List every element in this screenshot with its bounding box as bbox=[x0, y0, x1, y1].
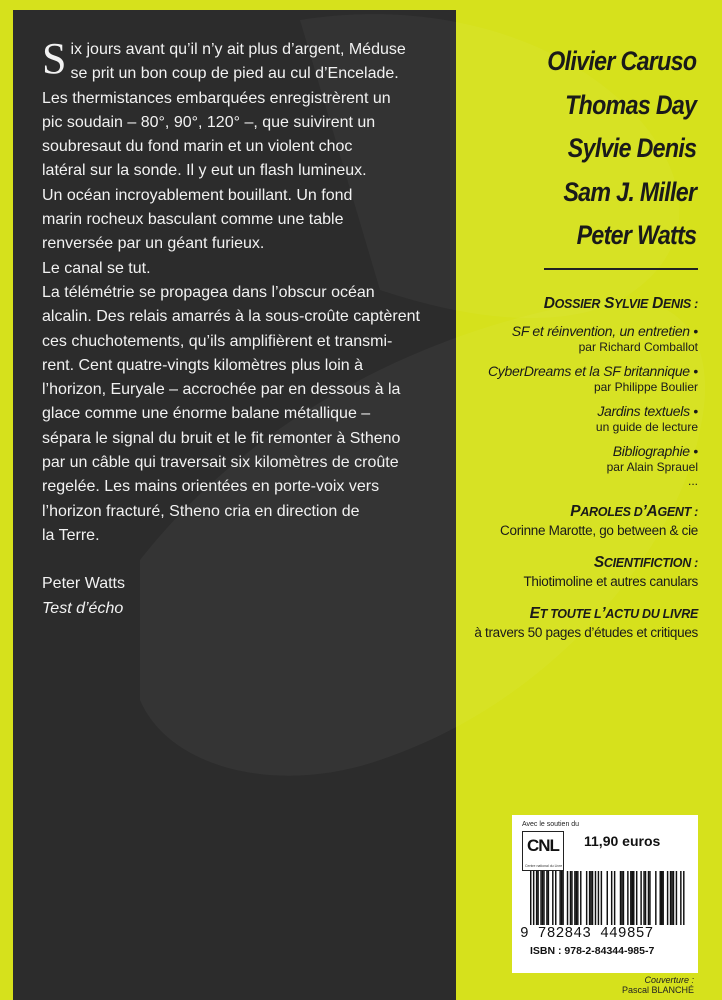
barcode-bar bbox=[676, 871, 677, 925]
barcode-bar bbox=[661, 871, 662, 925]
dossier-item-sub: par Richard Comballot bbox=[578, 340, 698, 354]
barcode-bar bbox=[655, 871, 656, 925]
excerpt-line: soubresaut du fond marin et un violent choc bbox=[42, 138, 353, 156]
barcode-bar bbox=[627, 871, 628, 925]
barcode-bar bbox=[670, 871, 671, 925]
author-name: Sylvie Denis bbox=[567, 133, 696, 163]
divider bbox=[544, 268, 698, 270]
ellipsis: ... bbox=[687, 474, 698, 488]
author-name: Olivier Caruso bbox=[546, 46, 696, 76]
actu-text: à travers 50 pages d’études et critiques bbox=[474, 625, 698, 640]
barcode-bar bbox=[561, 871, 562, 925]
excerpt-line: l’horizon fracturé, Stheno cria en direction de bbox=[42, 502, 360, 520]
barcode-bar bbox=[595, 871, 596, 925]
excerpt-line: Le canal se tut. bbox=[42, 259, 151, 277]
barcode-bar bbox=[555, 871, 556, 925]
dossier-heading: DOSSIER SYLVIE DENIS : bbox=[543, 295, 698, 312]
barcode-bar bbox=[680, 871, 681, 925]
support-label: Avec le soutien du bbox=[522, 821, 580, 828]
barcode-bar bbox=[673, 871, 674, 925]
barcode-bar bbox=[586, 871, 587, 925]
excerpt-line: renversée par un géant furieux. bbox=[42, 235, 265, 253]
barcode-bar bbox=[623, 871, 624, 925]
barcode-bar bbox=[580, 871, 581, 925]
barcode-bar bbox=[567, 871, 568, 925]
excerpt-line: sépara le signal du bruit et le fit remonter à Stheno bbox=[42, 429, 401, 447]
excerpt-line: la Terre. bbox=[42, 526, 100, 544]
cover-credit bbox=[622, 975, 694, 995]
excerpt-line: ces chuchotements, qu’ils amplifièrent et transmi- bbox=[42, 332, 393, 350]
dossier-item-sub: par Philippe Boulier bbox=[593, 380, 698, 394]
cnl-logo bbox=[522, 831, 564, 871]
barcode-bar bbox=[576, 871, 577, 925]
excerpt-line: Un océan incroyablement bouillant. Un fond bbox=[42, 186, 353, 204]
barcode-bar bbox=[643, 871, 644, 925]
excerpt-line: alcalin. Des relais amarrés à la sous-croûte captèrent bbox=[42, 308, 420, 326]
barcode-bar bbox=[620, 871, 621, 925]
cnl-logo-text: CNL bbox=[527, 836, 559, 855]
excerpt-line: glace comme une énorme balane métallique – bbox=[42, 405, 371, 423]
barcode-bar bbox=[671, 871, 672, 925]
excerpt-line: l’horizon, Euryale – accrochée par en dessous à la bbox=[42, 381, 401, 399]
barcode-bar bbox=[546, 871, 547, 925]
scientifiction-heading: SCIENTIFICTION : bbox=[593, 554, 698, 571]
barcode-bar bbox=[590, 871, 591, 925]
barcode-bar bbox=[536, 871, 537, 925]
barcode-bar bbox=[662, 871, 663, 925]
author-list bbox=[523, 40, 696, 258]
barcode-bar bbox=[633, 871, 634, 925]
dossier-item-title: SF et réinvention, un entretien • bbox=[511, 323, 698, 339]
author-name: Sam J. Miller bbox=[562, 176, 696, 207]
paroles-heading: PAROLES D’AGENT : bbox=[570, 503, 698, 520]
excerpt-line: latéral sur la sonde. Il y eut un flash lumineux. bbox=[42, 162, 367, 180]
barcode-bar bbox=[607, 871, 608, 925]
barcode-bar bbox=[632, 871, 633, 925]
scientifiction-text: Thiotimoline et autres canulars bbox=[523, 574, 698, 589]
actu-heading: ET TOUTE L’ACTU DU LIVRE bbox=[529, 605, 698, 622]
excerpt-line: rent. Cent quatre-vingts kilomètres plus loin à bbox=[42, 356, 364, 374]
barcode-bar bbox=[589, 871, 590, 925]
dossier-item-sub: un guide de lecture bbox=[595, 420, 698, 434]
barcode-bar bbox=[667, 871, 668, 925]
excerpt-line: Les thermistances embarquées enregistrèrent un bbox=[42, 89, 391, 107]
barcode-bar bbox=[543, 871, 544, 925]
dossier-item-title: Bibliographie • bbox=[612, 443, 698, 459]
cnl-logo-sub: Centre national du Livre bbox=[525, 864, 563, 868]
author-name: Thomas Day bbox=[564, 89, 696, 120]
excerpt-text bbox=[42, 34, 437, 621]
barcode-bar bbox=[645, 871, 646, 925]
barcode-bar bbox=[571, 871, 572, 925]
barcode-bar bbox=[577, 871, 578, 925]
paroles-text: Corinne Marotte, go between & cie bbox=[500, 523, 698, 538]
barcode-bar bbox=[548, 871, 549, 925]
barcode-bar bbox=[574, 871, 575, 925]
barcode-bar bbox=[562, 871, 563, 925]
credit-label: Couverture : bbox=[644, 975, 694, 985]
barcode-bar bbox=[630, 871, 631, 925]
credit-name: Pascal BLANCHÉ bbox=[621, 985, 694, 995]
barcode-bar bbox=[621, 871, 622, 925]
barcode-bar bbox=[542, 871, 543, 925]
barcode-bar bbox=[614, 871, 615, 925]
excerpt-line: se prit un bon coup de pied au cul d’Encelade. bbox=[70, 65, 399, 83]
barcode-bar bbox=[649, 871, 650, 925]
excerpt-line: pic soudain – 80°, 90°, 120° –, que suivirent un bbox=[42, 113, 376, 131]
barcode-bar bbox=[540, 871, 541, 925]
price: 11,90 euros bbox=[584, 833, 661, 849]
barcode-bar bbox=[640, 871, 641, 925]
excerpt-line: par un câble qui traversait six kilomètres de croûte bbox=[42, 454, 399, 472]
barcode-bar bbox=[592, 871, 593, 925]
excerpt-line: ix jours avant qu’il n’y ait plus d’argent, Méduse bbox=[70, 41, 406, 58]
barcode-bar bbox=[559, 871, 560, 925]
excerpt-line: La télémétrie se propagea dans l’obscur océan bbox=[42, 283, 375, 301]
author-name: Peter Watts bbox=[576, 220, 696, 250]
barcode-bar bbox=[533, 871, 534, 925]
excerpt-line: marin rocheux basculant comme une table bbox=[42, 211, 344, 229]
barcode-bar bbox=[611, 871, 612, 925]
drop-cap: S bbox=[42, 34, 67, 83]
excerpt-author: Peter Watts bbox=[42, 575, 125, 593]
excerpt-line: regelée. Les mains orientées en porte-voix vers bbox=[42, 478, 380, 496]
barcode-bar bbox=[530, 871, 531, 925]
barcode-bar bbox=[570, 871, 571, 925]
barcode-bar bbox=[537, 871, 538, 925]
dossier-item-title: CyberDreams et la SF britannique • bbox=[488, 363, 698, 379]
barcode-bar bbox=[598, 871, 599, 925]
barcode-bar bbox=[552, 871, 553, 925]
barcode-image bbox=[530, 871, 686, 925]
barcode-bar bbox=[636, 871, 637, 925]
barcode-bar bbox=[648, 871, 649, 925]
dossier-item-title: Jardins textuels • bbox=[597, 403, 698, 419]
barcode-bar bbox=[660, 871, 661, 925]
barcode-bar bbox=[683, 871, 684, 925]
barcode-panel bbox=[512, 815, 698, 973]
dossier-item-sub: par Alain Sprauel bbox=[606, 460, 698, 474]
barcode-bar bbox=[601, 871, 602, 925]
isbn: ISBN : 978-2-84344-985-7 bbox=[530, 945, 655, 957]
excerpt-title: Test d’écho bbox=[42, 599, 124, 617]
contents bbox=[448, 294, 698, 641]
barcode-digits: 9 782843 449857 bbox=[520, 926, 654, 942]
